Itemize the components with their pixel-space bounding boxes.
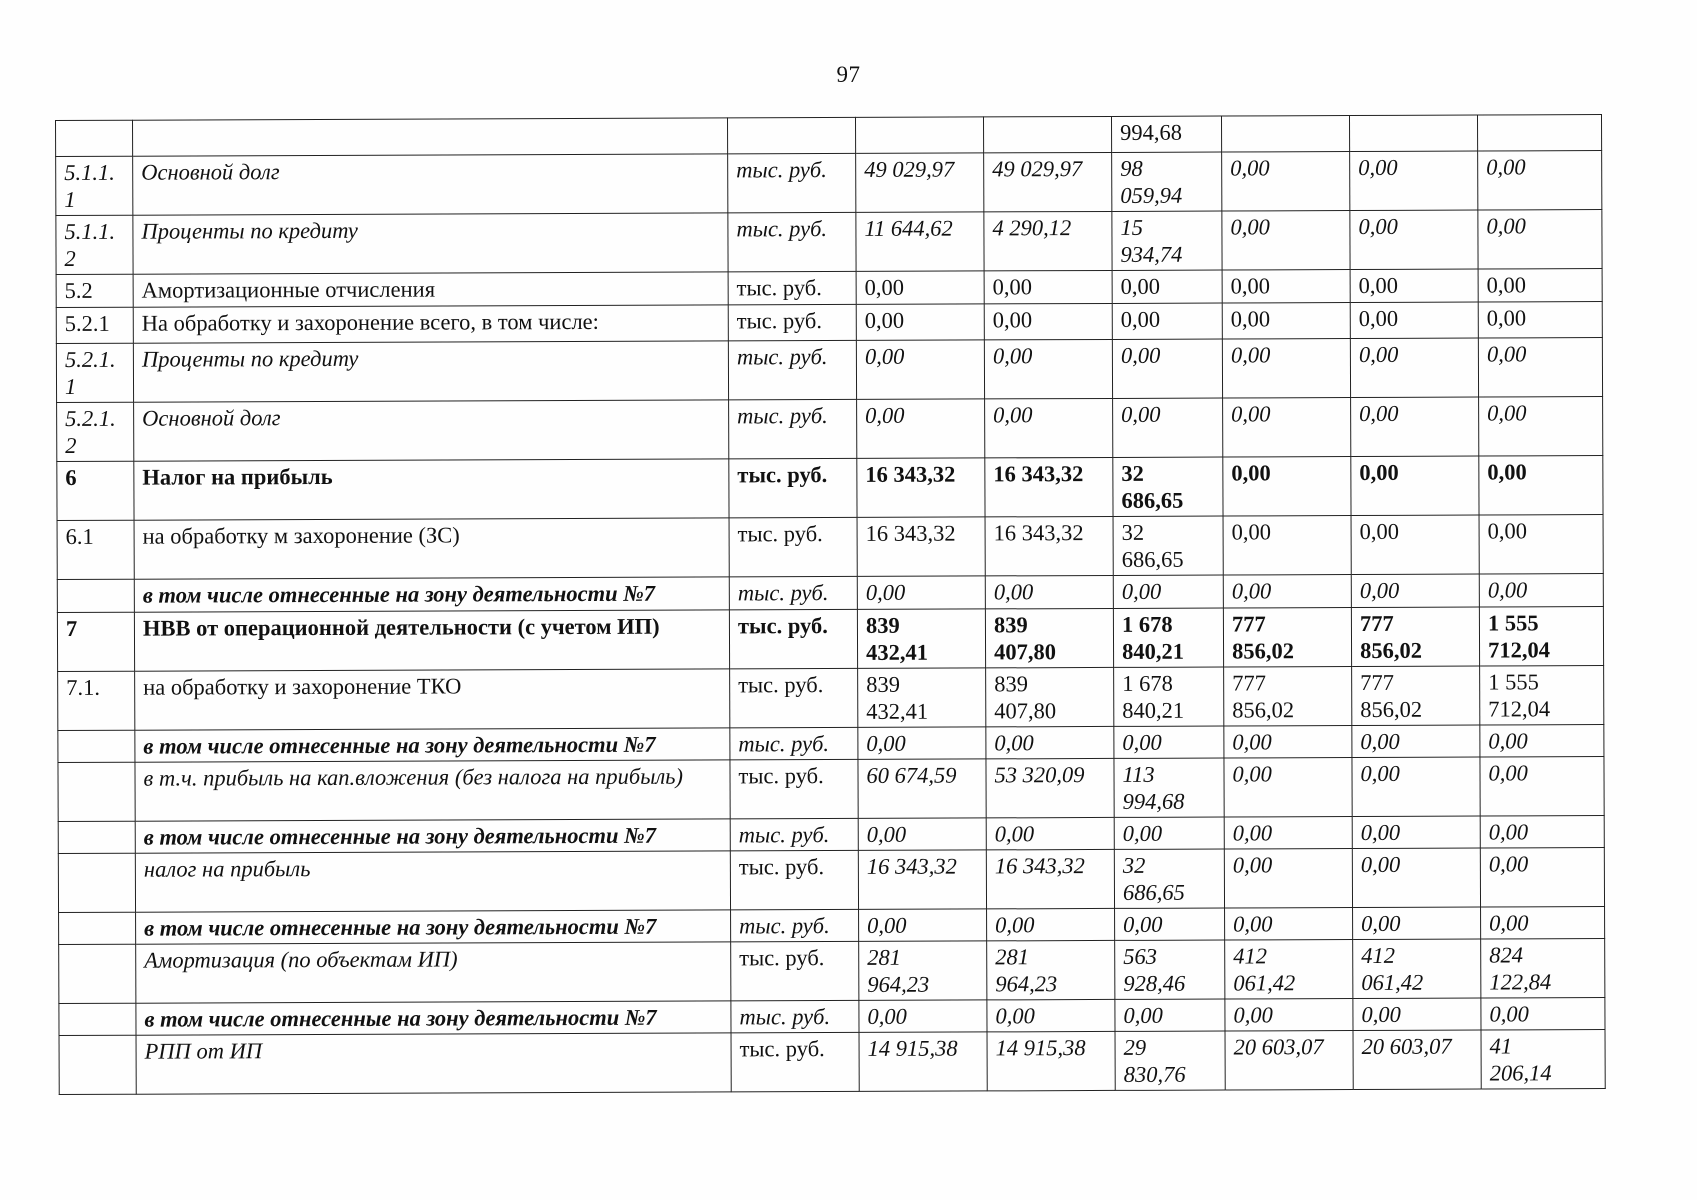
value-cell-6: 0,00: [1480, 725, 1604, 757]
value-cell-6: 0,00: [1479, 574, 1603, 607]
value-cell-3: 32 686,65: [1113, 516, 1223, 575]
value-cell-4: 0,00: [1223, 575, 1351, 608]
value-cell-4: 777 856,02: [1223, 608, 1351, 667]
table-row: [58, 757, 1604, 822]
value-cell-6: 0,00: [1481, 907, 1605, 939]
value-cell-3: 0,00: [1114, 726, 1224, 758]
row-number-cell: 5.2.1. 1: [56, 343, 133, 402]
value-cell-3: 32 686,65: [1114, 849, 1224, 908]
value-cell-1: [855, 117, 983, 153]
row-unit-cell: тыс. руб.: [728, 340, 856, 399]
value-cell-3: 0,00: [1113, 398, 1223, 457]
value-cell-5: 777 856,02: [1351, 607, 1479, 666]
value-cell-6: 0,00: [1481, 998, 1605, 1030]
table-row: [56, 302, 1602, 344]
value-cell-2: 0,00: [984, 339, 1112, 398]
value-cell-5: 777 856,02: [1352, 666, 1480, 725]
row-number-cell: 5.1.1. 1: [56, 156, 133, 215]
row-name-cell: Амортизационные отчисления: [133, 272, 728, 307]
value-cell-1: 0,00: [857, 576, 985, 609]
row-name-cell: Проценты по кредиту: [133, 213, 728, 274]
table-row: [56, 115, 1602, 157]
row-unit-cell: тыс. руб.: [728, 212, 856, 271]
value-cell-3: 113 994,68: [1114, 758, 1224, 817]
value-cell-6: 1 555 712,04: [1480, 666, 1604, 725]
value-cell-4: 0,00: [1222, 211, 1350, 270]
row-name-cell: в том числе отнесенные на зону деятельности №7: [135, 819, 730, 853]
table-row: [56, 338, 1602, 403]
value-cell-2: 0,00: [987, 999, 1115, 1031]
row-number-cell: [58, 762, 135, 821]
row-number-cell: [57, 579, 134, 612]
value-cell-6: 0,00: [1478, 210, 1602, 269]
row-name-cell: в том числе отнесенные на зону деятельности №7: [136, 1001, 731, 1035]
row-unit-cell: тыс. руб.: [729, 399, 857, 458]
value-cell-4: 0,00: [1222, 339, 1350, 398]
value-cell-1: 0,00: [858, 727, 986, 759]
value-cell-5: 0,00: [1353, 907, 1481, 939]
row-unit-cell: тыс. руб.: [729, 609, 857, 668]
value-cell-3: 0,00: [1112, 303, 1222, 339]
value-cell-6: 0,00: [1479, 456, 1603, 515]
row-name-cell: На обработку и захоронение всего, в том числе:: [133, 305, 728, 343]
row-number-cell: [58, 853, 135, 912]
value-cell-5: [1349, 115, 1477, 151]
row-number-cell: [56, 120, 133, 156]
value-cell-4: 0,00: [1224, 849, 1352, 908]
value-cell-2: 0,00: [987, 908, 1115, 940]
table-row: [59, 1030, 1605, 1095]
value-cell-2: 281 964,23: [987, 940, 1115, 999]
value-cell-6: 0,00: [1478, 269, 1602, 302]
value-cell-3: 0,00: [1112, 339, 1222, 398]
row-unit-cell: тыс. руб.: [728, 153, 856, 212]
value-cell-3: 15 934,74: [1112, 211, 1222, 270]
value-cell-6: 0,00: [1480, 848, 1604, 907]
value-cell-1: 839 432,41: [857, 609, 985, 668]
table-row: [57, 515, 1603, 580]
value-cell-6: 0,00: [1478, 151, 1602, 210]
value-cell-4: 0,00: [1225, 908, 1353, 940]
value-cell-6: [1477, 115, 1601, 151]
value-cell-4: 0,00: [1222, 303, 1350, 339]
row-unit-cell: тыс. руб.: [731, 1032, 859, 1091]
row-name-cell: Основной долг: [134, 400, 729, 461]
value-cell-2: 0,00: [986, 817, 1114, 849]
value-cell-6: 1 555 712,04: [1479, 607, 1603, 666]
row-name-cell: Основной долг: [133, 154, 728, 215]
value-cell-5: 0,00: [1351, 515, 1479, 574]
table-row: [57, 397, 1603, 462]
table-row: [56, 210, 1602, 275]
value-cell-1: 14 915,38: [859, 1032, 987, 1091]
row-unit-cell: тыс. руб.: [731, 909, 859, 941]
value-cell-2: 0,00: [984, 303, 1112, 339]
value-cell-2: 0,00: [984, 270, 1112, 303]
table-row: [56, 151, 1602, 216]
value-cell-3: 0,00: [1115, 908, 1225, 940]
row-name-cell: Проценты по кредиту: [133, 341, 728, 402]
row-unit-cell: тыс. руб.: [730, 759, 858, 818]
value-cell-1: 0,00: [856, 271, 984, 304]
row-number-cell: [58, 730, 135, 762]
value-cell-1: 0,00: [857, 399, 985, 458]
row-name-cell: на обработку и захоронение ТКО: [135, 669, 730, 730]
value-cell-6: 41 206,14: [1481, 1030, 1605, 1089]
value-cell-1: 0,00: [856, 340, 984, 399]
row-name-cell: РПП от ИП: [136, 1033, 731, 1094]
value-cell-6: 0,00: [1478, 302, 1602, 338]
value-cell-5: 0,00: [1350, 151, 1478, 210]
row-unit-cell: тыс. руб.: [729, 576, 857, 609]
value-cell-3: 994,68: [1111, 116, 1221, 152]
value-cell-3: 32 686,65: [1113, 457, 1223, 516]
value-cell-2: 49 029,97: [984, 152, 1112, 211]
value-cell-1: 281 964,23: [859, 941, 987, 1000]
value-cell-5: 0,00: [1352, 848, 1480, 907]
row-unit-cell: тыс. руб.: [729, 517, 857, 576]
value-cell-5: 0,00: [1352, 816, 1480, 848]
row-number-cell: 5.1.1. 2: [56, 215, 133, 274]
value-cell-1: 0,00: [856, 304, 984, 340]
value-cell-4: 0,00: [1223, 516, 1351, 575]
value-cell-3: 0,00: [1114, 817, 1224, 849]
row-name-cell: в том числе отнесенные на зону деятельности №7: [136, 910, 731, 944]
value-cell-1: 0,00: [858, 818, 986, 850]
table-row: [57, 456, 1603, 521]
value-cell-4: 0,00: [1223, 457, 1351, 516]
value-cell-2: 16 343,32: [986, 849, 1114, 908]
row-unit-cell: тыс. руб.: [731, 941, 859, 1000]
value-cell-2: 16 343,32: [985, 457, 1113, 516]
value-cell-4: 0,00: [1224, 817, 1352, 849]
value-cell-5: 0,00: [1350, 210, 1478, 269]
value-cell-4: 0,00: [1222, 152, 1350, 211]
row-name-cell: на обработку м захоронение (ЗС): [134, 518, 729, 579]
value-cell-6: 0,00: [1478, 338, 1602, 397]
value-cell-5: 0,00: [1351, 456, 1479, 515]
row-number-cell: [59, 1035, 136, 1094]
value-cell-5: 0,00: [1352, 757, 1480, 816]
value-cell-6: 824 122,84: [1481, 939, 1605, 998]
row-name-cell: налог на прибыль: [135, 851, 730, 912]
table-row: [58, 848, 1604, 913]
row-unit-cell: [727, 117, 855, 153]
row-number-cell: 5.2.1. 2: [57, 402, 134, 461]
value-cell-2: 53 320,09: [986, 758, 1114, 817]
value-cell-5: 20 603,07: [1353, 1030, 1481, 1089]
value-cell-4: 0,00: [1224, 726, 1352, 758]
row-unit-cell: тыс. руб.: [730, 668, 858, 727]
value-cell-1: 11 644,62: [856, 212, 984, 271]
row-unit-cell: тыс. руб.: [730, 727, 858, 759]
row-number-cell: [59, 944, 136, 1003]
row-name-cell: в том числе отнесенные на зону деятельности №7: [134, 577, 729, 612]
row-number-cell: 6.1: [57, 520, 134, 579]
value-cell-3: 0,00: [1113, 575, 1223, 608]
table-row: [57, 607, 1603, 672]
value-cell-3: 29 830,76: [1115, 1031, 1225, 1090]
value-cell-5: 0,00: [1351, 574, 1479, 607]
row-unit-cell: тыс. руб.: [730, 850, 858, 909]
value-cell-4: 0,00: [1223, 398, 1351, 457]
value-cell-3: 563 928,46: [1115, 940, 1225, 999]
value-cell-3: 98 059,94: [1112, 152, 1222, 211]
value-cell-1: 16 343,32: [858, 850, 986, 909]
row-name-cell: в том числе отнесенные на зону деятельности №7: [135, 728, 730, 762]
row-name-cell: НВВ от операционной деятельности (с учетом ИП): [134, 610, 729, 671]
value-cell-4: 20 603,07: [1225, 1031, 1353, 1090]
value-cell-4: 777 856,02: [1224, 667, 1352, 726]
value-cell-4: [1221, 116, 1349, 152]
value-cell-2: 14 915,38: [987, 1031, 1115, 1090]
table-row: [59, 939, 1605, 1004]
value-cell-3: 0,00: [1112, 270, 1222, 303]
value-cell-5: 0,00: [1350, 269, 1478, 302]
value-cell-5: 0,00: [1352, 725, 1480, 757]
value-cell-6: 0,00: [1480, 816, 1604, 848]
page-number: 97: [836, 62, 861, 87]
row-number-cell: [59, 912, 136, 944]
row-number-cell: [59, 1003, 136, 1035]
value-cell-1: 0,00: [859, 909, 987, 941]
value-cell-2: 0,00: [985, 575, 1113, 608]
row-name-cell: [133, 118, 728, 156]
value-cell-5: 0,00: [1351, 397, 1479, 456]
row-number-cell: 7.1.: [58, 671, 135, 730]
row-unit-cell: тыс. руб.: [731, 1000, 859, 1032]
value-cell-6: 0,00: [1479, 397, 1603, 456]
row-number-cell: [58, 821, 135, 853]
value-cell-2: 839 407,80: [985, 608, 1113, 667]
value-cell-6: 0,00: [1480, 757, 1604, 816]
value-cell-5: 0,00: [1353, 998, 1481, 1030]
value-cell-2: 0,00: [986, 726, 1114, 758]
value-cell-2: 0,00: [985, 398, 1113, 457]
row-number-cell: 5.2: [56, 274, 133, 307]
value-cell-2: 16 343,32: [985, 516, 1113, 575]
row-name-cell: в т.ч. прибыль на кап.вложения (без налога на прибыль): [135, 760, 730, 821]
row-unit-cell: тыс. руб.: [728, 304, 856, 340]
value-cell-6: 0,00: [1479, 515, 1603, 574]
value-cell-1: 839 432,41: [858, 668, 986, 727]
value-cell-4: 0,00: [1224, 758, 1352, 817]
value-cell-1: 49 029,97: [856, 153, 984, 212]
row-number-cell: 7: [57, 612, 134, 671]
row-unit-cell: тыс. руб.: [730, 818, 858, 850]
table-body: [56, 115, 1606, 1095]
value-cell-1: 16 343,32: [857, 517, 985, 576]
value-cell-5: 412 061,42: [1353, 939, 1481, 998]
value-cell-3: 1 678 840,21: [1114, 667, 1224, 726]
row-name-cell: Налог на прибыль: [134, 459, 729, 520]
value-cell-3: 1 678 840,21: [1113, 608, 1223, 667]
row-unit-cell: тыс. руб.: [728, 271, 856, 304]
value-cell-2: 4 290,12: [984, 211, 1112, 270]
value-cell-2: [983, 116, 1111, 152]
value-cell-1: 60 674,59: [858, 759, 986, 818]
row-number-cell: 6: [57, 461, 134, 520]
value-cell-4: 0,00: [1222, 270, 1350, 303]
value-cell-2: 839 407,80: [986, 667, 1114, 726]
value-cell-5: 0,00: [1350, 302, 1478, 338]
value-cell-4: 412 061,42: [1225, 940, 1353, 999]
value-cell-5: 0,00: [1350, 338, 1478, 397]
row-number-cell: 5.2.1: [56, 307, 133, 343]
value-cell-1: 0,00: [859, 1000, 987, 1032]
row-unit-cell: тыс. руб.: [729, 458, 857, 517]
financial-table: [55, 114, 1606, 1095]
value-cell-1: 16 343,32: [857, 458, 985, 517]
value-cell-4: 0,00: [1225, 999, 1353, 1031]
value-cell-3: 0,00: [1115, 999, 1225, 1031]
table-row: [58, 666, 1604, 731]
row-name-cell: Амортизация (по объектам ИП): [136, 942, 731, 1003]
